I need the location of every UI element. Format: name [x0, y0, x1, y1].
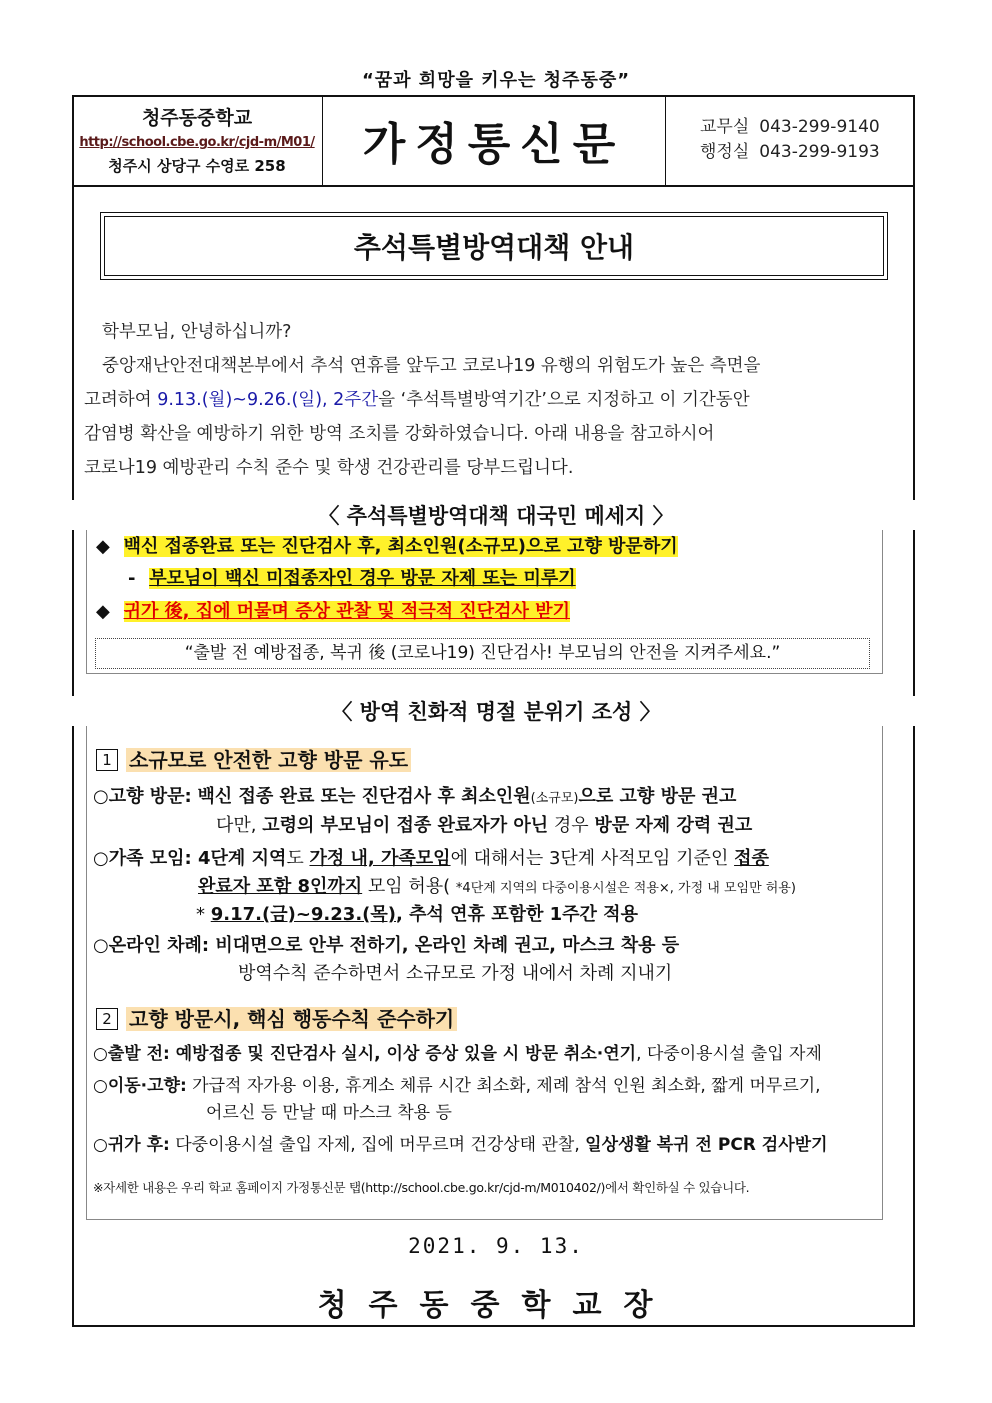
school-address: 청주시 상당구 수영로 258: [108, 157, 286, 175]
item-text: 비대면으로 안부 전하기, 온라인 차례 권고, 마스크 착용 등: [209, 935, 680, 956]
notice-title-box: [100, 212, 888, 280]
online-item: [93, 932, 679, 960]
subheading-2: [96, 1003, 457, 1032]
intro-line: 코로나19 예방관리 수칙 준수 및 학생 건강관리를 당부드립니다.: [84, 458, 574, 478]
item-text: *: [196, 904, 211, 925]
item-label: ○귀가 후:: [93, 1135, 170, 1155]
intro-paragraph: [84, 315, 906, 485]
family-item: [93, 845, 878, 873]
homepage-note: ※자세한 내용은 우리 학교 홈페이지 가정통신문 탭(http://school.cbe.go.kr/cjd-m/M010402/)에서 확인하실 수 있습니다.: [93, 1180, 750, 1195]
item-text: 예방접종 및 진단검사 실시, 이상 증상 있을 시 방문 취소·연기: [169, 1044, 637, 1064]
dash-bullet: -: [128, 568, 136, 589]
greeting: 학부모님, 안녕하십니까?: [102, 322, 292, 342]
period-text: 9.17.(금)~9.23.(목): [210, 904, 396, 925]
phone-number: 043-299-9193: [759, 142, 880, 162]
online-item-cont: 방역수칙 준수하면서 소규모로 가정 내에서 차례 지내기: [238, 963, 673, 984]
message-item: [96, 598, 570, 626]
intro-line: 중앙재난안전대책본부에서 추석 연휴를 앞두고 코로나19 유행의 위험도가 높은 측면을: [102, 356, 761, 376]
phone-row-admin: [700, 140, 915, 165]
issue-date: 2021. 9. 13.: [408, 1234, 584, 1258]
special-period: 9.13.(월)~9.26.(일),: [157, 390, 328, 410]
notice-title: 추석특별방역대책 안내: [104, 216, 884, 276]
section-title-text: 〈 추석특별방역대책 대국민 메세지 〉: [304, 504, 687, 528]
item-label: ○고향 방문:: [93, 786, 192, 807]
item-text: 도: [286, 848, 310, 869]
family-item-cont: [198, 873, 796, 903]
item-text: 다중이용시설 출입 자제, 집에 머무르며 건강상태 관찰,: [169, 1135, 586, 1155]
principal-signature: 청주동중학교장: [317, 1288, 675, 1323]
item-text: 다만,: [216, 815, 263, 836]
item-text: 백신 접종 완료 또는 진단검사 후 최소인원: [197, 786, 531, 807]
title-cell: [323, 95, 666, 185]
item-text: 완료자 포함 8인까지: [198, 876, 363, 897]
diamond-bullet-icon: ◆: [96, 601, 110, 622]
number-box: 2: [96, 1008, 118, 1030]
school-info: [72, 95, 323, 185]
item-text: , 추석 연휴 포함한 1주간 적용: [396, 904, 638, 925]
subheading-1: [96, 744, 411, 773]
intro-text: 고려하여: [84, 390, 158, 410]
item-text: 일상생활 복귀 전 PCR 검사받기: [585, 1135, 828, 1155]
school-url-link[interactable]: http://school.cbe.go.kr/cjd-m/M01/: [79, 135, 315, 150]
departure-item: [93, 1040, 822, 1068]
item-label: ○이동·고향:: [93, 1076, 187, 1096]
item-text: 접종: [734, 848, 769, 869]
visit-item: [93, 783, 736, 813]
newsletter-title: 가정통신문: [362, 119, 626, 170]
section-title-text: 〈 방역 친화적 명절 분위기 조성 〉: [317, 700, 674, 724]
item-label: ○출발 전:: [93, 1044, 170, 1064]
subheading-text: 소규모로 안전한 고향 방문 유도: [126, 748, 411, 772]
phone-number: 043-299-9140: [759, 117, 880, 137]
phone-label: 행정실: [700, 142, 750, 162]
intro-line: 감염병 확산을 예방하기 위한 방역 조치를 강화하였습니다. 아래 내용을 참고하시어: [84, 424, 715, 444]
message-text: 백신 접종완료 또는 진단검사 후, 최소인원(소규모)으로 고향 방문하기: [123, 536, 678, 557]
item-text: 방문 자제 강력 권고: [594, 815, 753, 836]
item-text: , 다중이용시설 출입 자제: [636, 1044, 822, 1064]
item-text: 경우: [548, 815, 595, 836]
item-label: ○온라인 차례:: [93, 935, 210, 956]
item-text: 가급적 자가용 이용, 휴게소 체류 시간 최소화, 제례 참석 인원 최소화, 짧게 머무르기,: [186, 1076, 821, 1096]
item-text: 모임 허용(: [362, 876, 456, 897]
holiday-section-title: [0, 696, 992, 726]
intro-text: 을 ‘추석특별방역기간’으로 지정하고 이 기간동안: [378, 390, 750, 410]
slogan: “꿈과 희망을 키우는 청주동중”: [361, 70, 631, 91]
phone-row-academic: [700, 115, 915, 140]
school-name: 청주동중학교: [141, 107, 253, 129]
contact-info: [666, 95, 915, 185]
period-duration: 2주간: [333, 390, 379, 410]
item-text: 고령의 부모님이 접종 완료자가 아닌: [262, 815, 549, 836]
family-item-note: [196, 901, 638, 929]
number-box: 1: [96, 749, 118, 771]
subheading-text: 고향 방문시, 핵심 행동수칙 준수하기: [126, 1007, 457, 1031]
item-text: 에 대해서는 3단계 사적모임 기준인: [450, 848, 735, 869]
item-text: 가정 내, 가족모임: [309, 848, 451, 869]
safety-quote: “출발 전 예방접종, 복귀 後 (코로나19) 진단검사! 부모님의 안전을 지켜주세요.”: [95, 638, 870, 669]
item-label: ○가족 모임:: [93, 848, 192, 869]
travel-item-cont: 어르신 등 만날 때 마스크 착용 등: [206, 1103, 452, 1123]
item-small: *4단계 지역의 다중이용시설은 적용×, 가정 내 모임만 허용): [455, 881, 796, 896]
phone-label: 교무실: [700, 117, 750, 137]
travel-item: [93, 1072, 821, 1100]
intro-line: [84, 383, 906, 417]
message-item: [96, 533, 678, 561]
visit-item-cont: [216, 812, 752, 840]
message-section-title: [0, 500, 992, 530]
message-text: 부모님이 백신 미접종자인 경우 방문 자제 또는 미루기: [149, 568, 576, 589]
item-text: 4단계 지역: [191, 848, 287, 869]
letterhead: [72, 95, 915, 187]
return-item: [93, 1131, 828, 1159]
message-subitem: [128, 565, 576, 593]
item-small: (소규모): [530, 791, 579, 806]
message-text: 귀가 後, 집에 머물며 증상 관찰 및 적극적 진단검사 받기: [123, 601, 570, 622]
diamond-bullet-icon: ◆: [96, 536, 110, 557]
item-text: 으로 고향 방문 권고: [578, 786, 737, 807]
